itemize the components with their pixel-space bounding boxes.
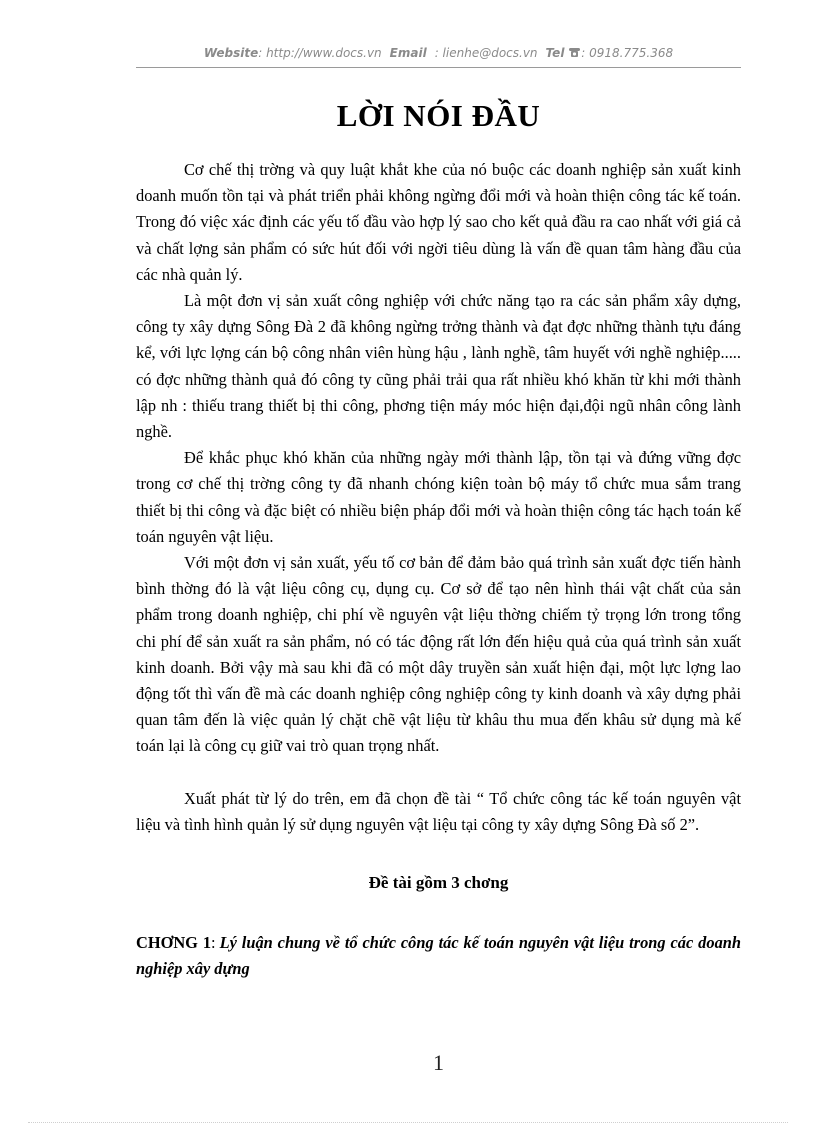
email-label: Email — [389, 46, 427, 60]
paragraph-4: Với một đơn vị sản xuất, yếu tố cơ bản để đảm bảo quá trình sản xuất đợc tiến hành bình thờng đó là vật liệu công cụ, dụng cụ. Cơ sở để tạo nên hình thái vật chất của sản phẩm trong doanh nghiệp, chi phí về nguyên vật liệu thờng chiếm tỷ trọng lớn trong tổng chi phí để sản xuất ra sản phẩm, nó có tác động rất lớn đến hiệu quả của quá trình sản xuất kinh doanh. Bởi vậy mà sau khi đã có một dây truyền sản xuất hiện đại, một lực lợng lao động tốt thì vấn đề mà các doanh nghiệp công nghiệp công ty kinh doanh và xây dựng phải quan tâm đến là việc quản lý chặt chẽ vật liệu từ khâu thu mua đến khâu sử dụng mà kế toán lại là công cụ giữ vai trò quan trọng nhất. — [136, 553, 741, 756]
paragraph-5: Xuất phát từ lý do trên, em đã chọn đề tài “ Tổ chức công tác kế toán nguyên vật liệu và tình hình quản lý sử dụng nguyên vật liệu tại công ty xây dựng Sông Đà số 2”. — [136, 788, 741, 834]
paragraph-2: Là một đơn vị sản xuất công nghiệp với chức năng tạo ra các sản phẩm xây dựng, công ty xây dựng Sông Đà 2 đã không ngừng trởng thành và đạt đợc những thành tựu đáng kể, với lực lợng cán bộ công nhân viên hùng hậu , lành nghề, tâm huyết với nghề nghiệp..... có đợc những thành quả đó công ty cũng phải trải qua rất nhiều khó khăn từ khi mới thành lập nh : thiếu trang thiết bị thi công, phơng tiện máy móc hiện đại,đội ngũ nhân công lành nghề. — [136, 291, 741, 442]
email-value: : lienhe@docs.vn — [434, 46, 538, 60]
website-label: Website — [203, 46, 259, 60]
chapter-title: Lý luận chung về tổ chức công tác kế toán nguyên vật liệu trong các doanh nghiệp xây dựng — [136, 933, 741, 978]
page-number: 1 — [433, 1050, 444, 1075]
document-body — [136, 157, 741, 838]
tel-value: : 0918.775.368 — [581, 46, 674, 60]
page-title: LỜI NÓI ĐẦU — [336, 98, 541, 133]
header-divider — [136, 67, 741, 68]
paragraph-3: Để khắc phục khó khăn của những ngày mới thành lập, tồn tại và đứng vững đợc trong cơ chế thị trờng công ty đã nhanh chóng kiện toàn bộ máy tổ chức mua sắm trang thiết bị thi công và đặc biệt có nhiều biện pháp đổi mới và hoàn thiện công tác hạch toán kế toán nguyên vật liệu. — [136, 448, 741, 546]
website-value: : http://www.docs.vn — [258, 46, 382, 60]
section-subheading: Đề tài gồm 3 chơng — [368, 873, 509, 892]
chapter-entry — [136, 930, 741, 982]
tel-label: Tel — [545, 46, 565, 60]
paragraph-1: Cơ chế thị trờng và quy luật khắt khe của nó buộc các doanh nghiệp sản xuất kinh doanh muốn tồn tại và phát triển phải không ngừng đổi mới và hoàn thiện công tác kế toán. Trong đó việc xác định các yếu tố đầu vào hợp lý sao cho kết quả đầu ra cao nhất với giá cả và chất lợng sản phẩm có sức hút đối với ngời tiêu dùng là vấn đề quan tâm hàng đầu của các nhà quản lý. — [136, 160, 741, 284]
chapter-label: CHƠNG 1 — [136, 933, 212, 952]
chapter-separator: : — [211, 933, 216, 952]
phone-icon — [568, 47, 581, 58]
page-header — [136, 46, 741, 60]
